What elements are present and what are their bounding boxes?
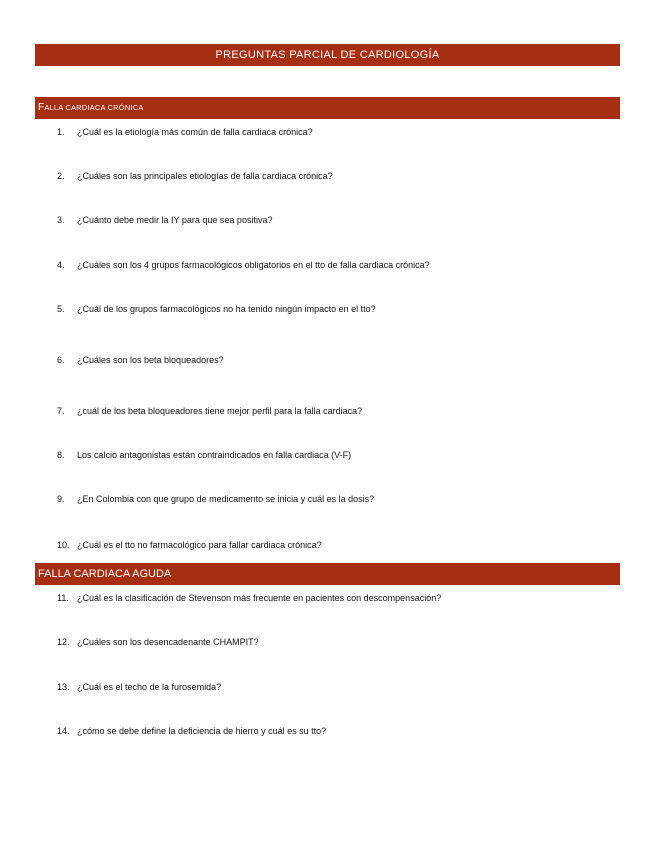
- section-heading-rest: ALLA CARDIACA CRÓNICA: [44, 103, 144, 112]
- question-number: 7.: [57, 406, 65, 416]
- question-text: ¿Cuáles son los desencadenante CHAMPIT?: [77, 637, 259, 647]
- question-text: ¿Cuáles son los 4 grupos farmacológicos obligatorios en el tto de falla cardiaca crónica?: [77, 260, 430, 270]
- question-number: 12.: [57, 637, 70, 647]
- question-text: ¿Cuáles son las principales etiologías de falla cardiaca crónica?: [77, 171, 333, 181]
- question-number: 5.: [57, 304, 65, 314]
- question-item: [57, 170, 333, 182]
- question-text: ¿Cuál es el techo de la furosemida?: [77, 682, 222, 692]
- question-number: 14.: [57, 726, 70, 736]
- question-number: 11.: [57, 593, 69, 603]
- section-heading-chronic: [35, 97, 620, 119]
- question-text: ¿cuál de los beta bloqueadores tiene mejor perfil para la falla cardiaca?: [77, 406, 363, 416]
- question-text: ¿Cuál de los grupos farmacológicos no ha tenido ningún impacto en el tto?: [77, 304, 376, 314]
- question-item: [57, 259, 430, 271]
- question-item: [57, 126, 313, 138]
- question-item: [57, 214, 272, 226]
- question-text: ¿En Colombia con que grupo de medicamento se inicia y cuál es la dosis?: [77, 494, 375, 504]
- question-item: [57, 725, 326, 737]
- question-item: [57, 592, 441, 604]
- question-item: [57, 405, 362, 417]
- question-item: [57, 493, 374, 505]
- question-number: 1.: [57, 127, 65, 137]
- question-number: 9.: [57, 494, 65, 504]
- section-heading-acute: FALLA CARDIACA AGUDA: [35, 563, 620, 585]
- question-text: Los calcio antagonistas están contraindicados en falla cardiaca (V-F): [77, 450, 352, 460]
- question-item: [57, 354, 224, 366]
- question-text: ¿Cuál es la etiología más común de falla cardiaca crónica?: [77, 127, 313, 137]
- question-item: [57, 539, 322, 551]
- question-number: 4.: [57, 260, 65, 270]
- question-number: 10.: [57, 540, 70, 550]
- question-number: 8.: [57, 450, 65, 460]
- question-number: 2.: [57, 171, 65, 181]
- question-text: ¿Cuál es la clasificación de Stevenson más frecuente en pacientes con descompensación?: [77, 593, 442, 603]
- document-title: PREGUNTAS PARCIAL DE CARDIOLOGÍA: [35, 44, 620, 66]
- question-text: ¿Cuáles son los beta bloqueadores?: [77, 355, 224, 365]
- question-text: ¿cómo se debe define la deficiencia de hierro y cuál es su tto?: [77, 726, 327, 736]
- question-item: [57, 636, 259, 648]
- question-text: ¿Cuál es el tto no farmacológico para fallar cardiaca crónica?: [77, 540, 322, 550]
- question-number: 13.: [57, 682, 70, 692]
- question-number: 6.: [57, 355, 65, 365]
- question-item: [57, 449, 351, 461]
- question-item: [57, 303, 376, 315]
- question-number: 3.: [57, 215, 65, 225]
- section-heading-initial: F: [38, 102, 45, 113]
- question-item: [57, 681, 221, 693]
- question-text: ¿Cuánto debe medir la IY para que sea positiva?: [77, 215, 273, 225]
